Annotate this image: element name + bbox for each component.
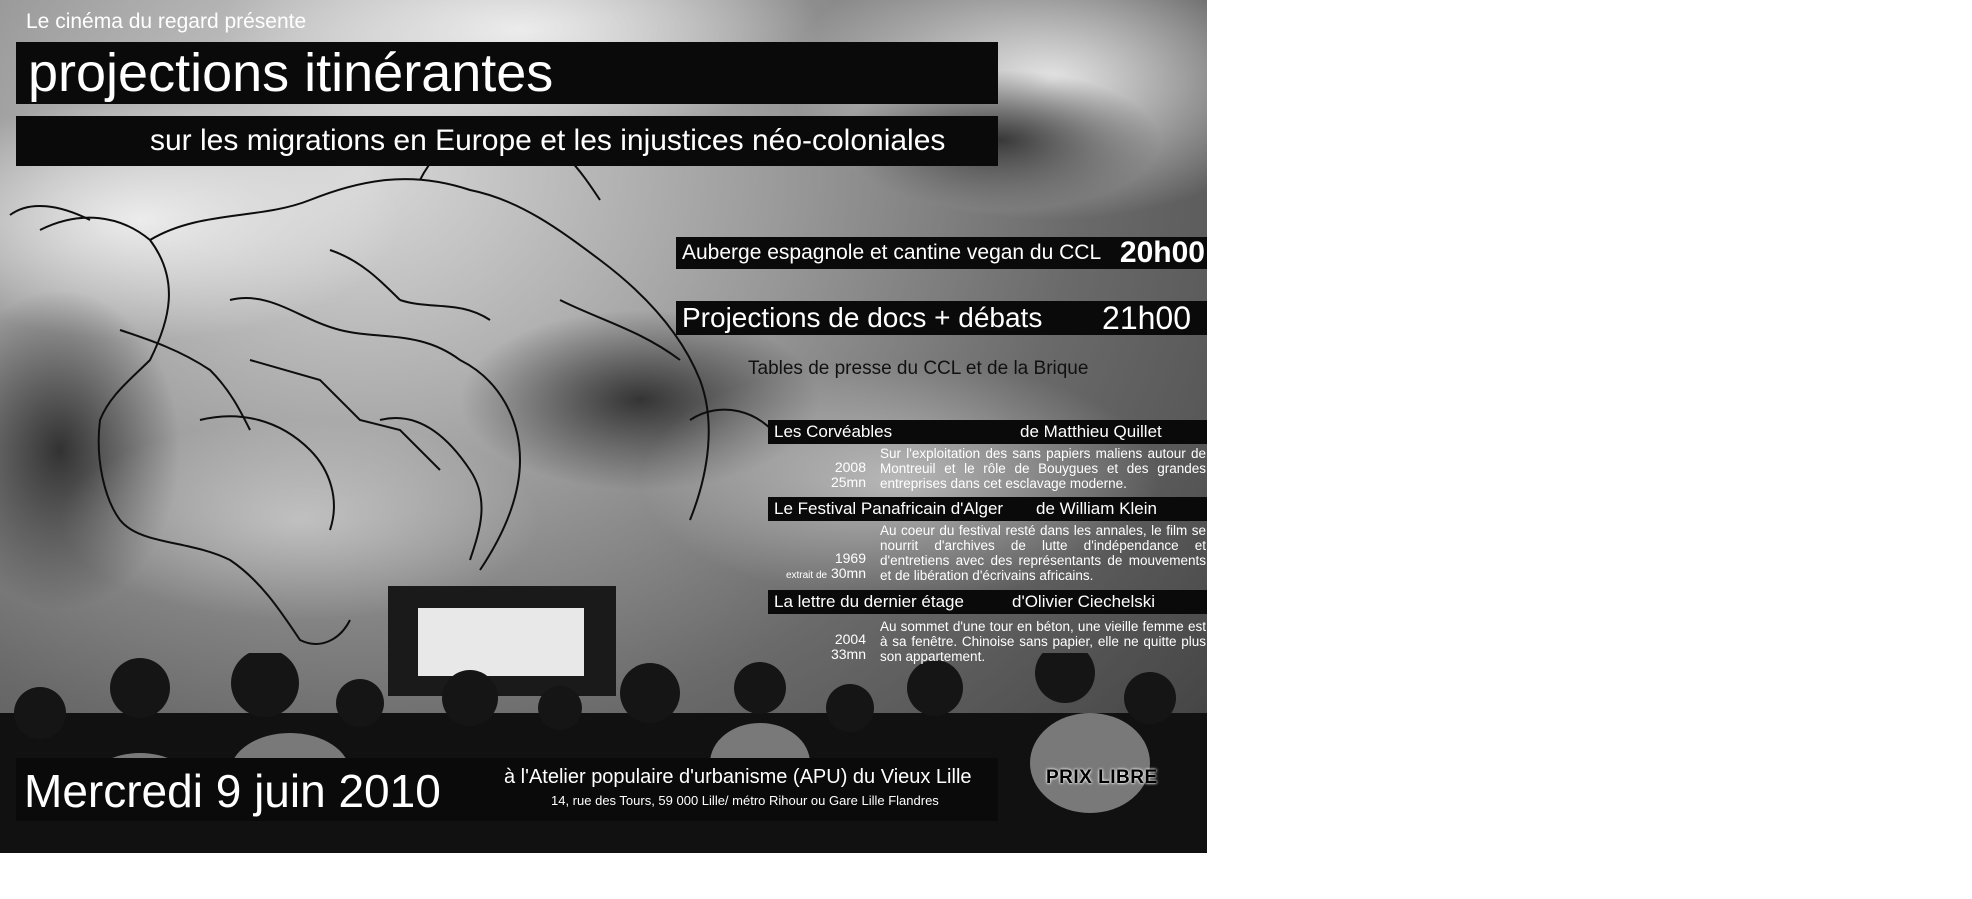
film-title: Les Corvéables	[774, 422, 893, 441]
film-title: La lettre du dernier étage	[774, 592, 964, 611]
film-director: de Matthieu Quillet	[1020, 422, 1162, 441]
film-year: 1969	[834, 550, 866, 566]
film-description: Sur l'exploitation des sans papiers maliens autour de Montreuil et le rôle de Bouygues et des grandes entreprises dans cet esclavage moderne.	[880, 446, 1206, 491]
film-description: Au coeur du festival resté dans les annales, le film se nourrit d'archives de lutte d'indépendance et d'entretiens avec des représentants de mouvements et de libération d'écrivains africains.	[880, 523, 1206, 583]
film-year: 2004	[834, 631, 866, 647]
event-screenings	[676, 301, 1207, 335]
film-director: de William Klein	[1036, 499, 1157, 518]
event-screenings-label: Projections de docs + débats	[682, 302, 1043, 333]
film-meta	[770, 551, 866, 583]
film-duration: 30mn	[830, 565, 866, 581]
film-director: d'Olivier Ciechelski	[1012, 592, 1156, 611]
film-description: Au sommet d'une tour en béton, une vieille femme est à sa fenêtre. Chinoise sans papier, elle ne quitte plus son appartement.	[880, 619, 1206, 664]
press-tables-text: Tables de presse du CCL et de la Brique	[748, 358, 1089, 379]
event-dinner	[676, 237, 1207, 269]
film-duration: 25mn	[830, 474, 866, 490]
event-screenings-time: 21h00	[1102, 300, 1191, 336]
event-dinner-time: 20h00	[1119, 236, 1205, 269]
date-venue-bar	[16, 758, 998, 821]
film-meta	[810, 632, 866, 662]
film-year: 2008	[834, 459, 866, 475]
film-title-bar	[768, 497, 1207, 521]
price-label: PRIX LIBRE	[1046, 767, 1158, 788]
crowd-silhouettes	[0, 653, 1207, 853]
presenter-line: Le cinéma du regard présente	[26, 10, 307, 33]
poster-title: projections itinérantes	[16, 42, 998, 104]
venue-address: 14, rue des Tours, 59 000 Lille/ métro Rihour ou Gare Lille Flandres	[551, 793, 939, 808]
film-duration: 33mn	[830, 646, 866, 662]
event-dinner-label: Auberge espagnole et cantine vegan du CCL	[682, 241, 1102, 264]
film-title: Le Festival Panafricain d'Alger	[774, 499, 1004, 518]
film-title-bar	[768, 590, 1207, 614]
film-meta	[810, 460, 866, 490]
event-date: Mercredi 9 juin 2010	[24, 765, 441, 817]
venue-name: à l'Atelier populaire d'urbanisme (APU) du Vieux Lille	[504, 766, 972, 788]
film-prefix: extrait de	[785, 570, 828, 581]
poster-subtitle: sur les migrations en Europe et les injustices néo-coloniales	[16, 116, 998, 166]
film-title-bar	[768, 420, 1207, 444]
